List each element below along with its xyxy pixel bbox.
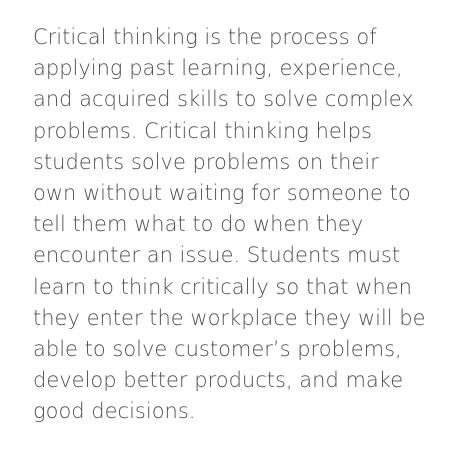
paragraph-line: learn to think critically so that when	[33, 274, 412, 299]
paragraph-line: tell them what to do when they	[33, 212, 364, 237]
paragraph-line: develop better products, and make	[33, 368, 404, 393]
paragraph-line: good decisions.	[33, 399, 196, 424]
paragraph-line: and acquired skills to solve complex	[33, 87, 414, 112]
paragraph-line: applying past learning, experience,	[33, 56, 403, 81]
paragraph-line: Critical thinking is the process of	[33, 25, 377, 49]
paragraph-line: problems. Critical thinking helps	[33, 118, 372, 143]
paragraph-line: able to solve customer’s problems,	[33, 337, 402, 362]
paragraph-line: own without waiting for someone to	[33, 181, 411, 206]
paragraph-line: students solve problems on their	[33, 149, 379, 174]
paragraph-line: they enter the workplace they will be	[33, 305, 426, 330]
body-paragraph	[33, 22, 433, 428]
paragraph-line: encounter an issue. Students must	[33, 243, 401, 268]
